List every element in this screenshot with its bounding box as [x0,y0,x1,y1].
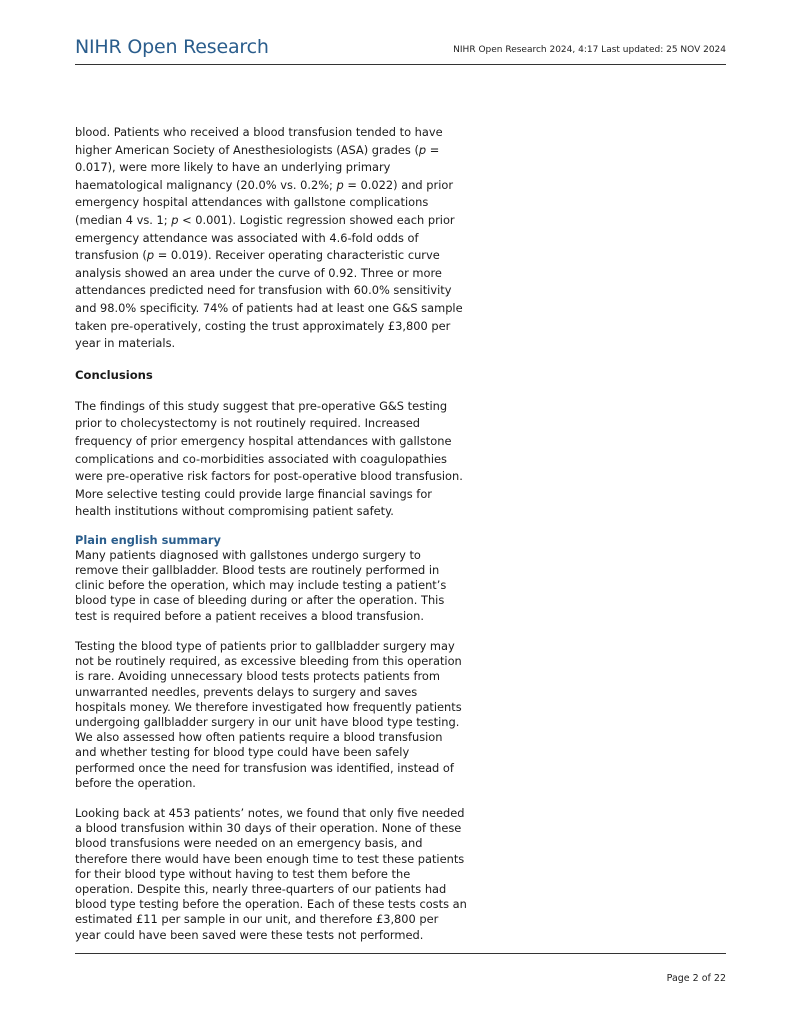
plain-english-paragraph: Many patients diagnosed with gallstones undergo surgery to remove their gallbladder. Blood tests are routinely performed in clinic before the operation, which may include testing a patient’s blood type in case of bleeding during or after the operation. This test is required before a patient receives a blood transfusion. [75,547,447,623]
header-meta: NIHR Open Research 2024, 4:17 Last updated: 25 NOV 2024 [453,45,726,55]
article-body [75,124,467,943]
results-text-segment: = 0.022) and prior emergency hospital attendances with gallstone complications (median 4 vs. 1; [75,177,454,227]
page-header [75,34,726,65]
results-text-segment: < 0.001). Logistic regression showed each prior emergency attendance was associated with 4.6-fold odds of transfusion ( [75,212,455,263]
plain-english-heading: Plain english summary [75,532,221,547]
p-value-symbol: p [418,142,427,157]
plain-english-paragraph: Testing the blood type of patients prior to gallbladder surgery may not be routinely required, as excessive bleeding from this operation is rare. Avoiding unnecessary blood tests protects patients from unwarranted needles, prevents delays to surgery and saves hospitals money. We therefore investigated how frequently patients undergoing gallbladder surgery in our unit have blood type testing. We also assessed how often patients require a blood transfusion and whether testing for blood type could have been safely performed once the need for transfusion was identified, instead of before the operation. [75,638,462,790]
p-value-symbol: p [146,248,155,263]
p-value-symbol: p [171,212,179,227]
conclusions-heading: Conclusions [75,367,153,382]
results-text-segment: blood. Patients who received a blood transfusion tended to have higher American Society of Anesthesiologists (ASA) grades ( [75,125,443,157]
journal-title: NIHR Open Research [75,36,269,58]
conclusions-paragraph: The findings of this study suggest that pre-operative G&S testing prior to cholecystectomy is not routinely required. Increased frequency of prior emergency hospital attendances with gallstone complications and co-morbidities associated with coagulopathies were pre-operative risk factors for post-operative blood transfusion. More selective testing could provide large financial savings for health institutions without compromising patient safety. [75,398,463,519]
results-text-segment: = 0.017), were more likely to have an underlying primary haematological malignancy (20.0% vs. 0.2%; [75,142,440,192]
plain-english-paragraph: Looking back at 453 patients’ notes, we found that only five needed a blood transfusion within 30 days of their operation. None of these blood transfusions were needed on an emergency basis, and therefore there would have been enough time to test these patients for their blood type without having to test them before the operation. Despite this, nearly three-quarters of our patients had blood type testing before the operation. Each of these tests costs an estimated £11 per sample in our unit, and therefore £3,800 per year could have been saved were these tests not performed. [75,805,467,942]
p-value-symbol: p [336,177,344,192]
results-text-segment: = 0.019). Receiver operating characteristic curve analysis showed an area under the curve of 0.92. Three or more attendances predicted need for transfusion with 60.0% sensitivity and 98.0% specificity. 74% of patients had at least one G&S sample taken pre-operatively, costing the trust approximately £3,800 per year in materials. [75,248,463,351]
footer-divider [75,953,726,954]
page-number: Page 2 of 22 [666,973,726,984]
results-paragraph [75,124,467,353]
